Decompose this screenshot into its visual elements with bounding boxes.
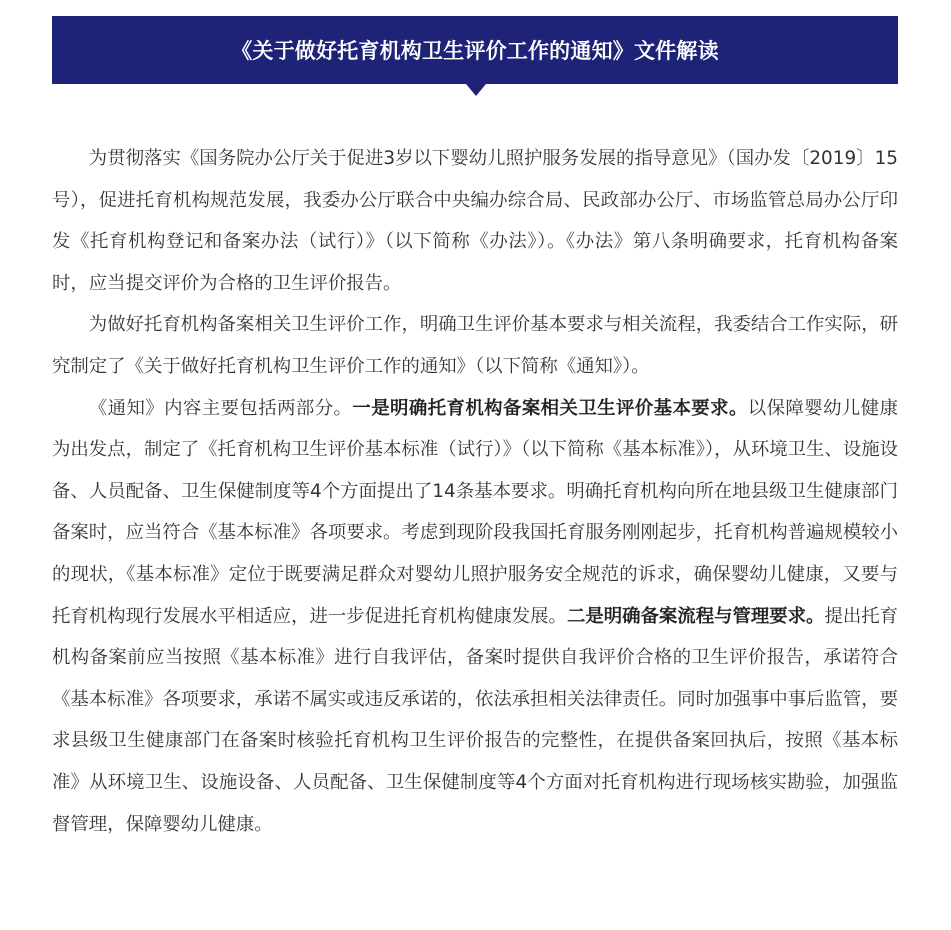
title-banner bbox=[52, 16, 898, 84]
key-point-1-detail: 以保障婴幼儿健康为出发点，制定了《托育机构卫生评价基本标准（试行）》（以下简称《基本标准》），从环境卫生、设施设备、人员配备、卫生保健制度等4个方面提出了14条基本要求。明确托育机构向所在地县级卫生健康部门备案时，应当符合《基本标准》各项要求。考虑到现阶段我国托育服务刚刚起步，托育机构普遍规模较小的现状，《基本标准》定位于既要满足群众对婴幼儿照护服务安全规范的诉求，确保婴幼儿健康，又要与托育机构现行发展水平相适应，进一步促进托育机构健康发展。 bbox=[52, 397, 898, 627]
paragraph-3-intro: 《通知》内容主要包括两部分。 bbox=[88, 397, 353, 419]
page-title: 《关于做好托育机构卫生评价工作的通知》文件解读 bbox=[231, 39, 719, 63]
key-point-1: 一是明确托育机构备案相关卫生评价基本要求。 bbox=[352, 397, 748, 419]
paragraph-2: 为做好托育机构备案相关卫生评价工作，明确卫生评价基本要求与相关流程，我委结合工作实际，研究制定了《关于做好托育机构卫生评价工作的通知》（以下简称《通知》）。 bbox=[52, 314, 898, 377]
key-point-2: 二是明确备案流程与管理要求。 bbox=[566, 605, 825, 627]
article-body bbox=[52, 138, 898, 845]
key-point-2-detail: 提出托育机构备案前应当按照《基本标准》进行自我评估，备案时提供自我评价合格的卫生评价报告，承诺符合《基本标准》各项要求，承诺不属实或违反承诺的，依法承担相关法律责任。同时加强事中事后监管，要求县级卫生健康部门在备案时核验托育机构卫生评价报告的完整性，在提供备案回执后，按照《基本标准》从环境卫生、设施设备、人员配备、卫生保健制度等4个方面对托育机构进行现场核实勘验，加强监督管理，保障婴幼儿健康。 bbox=[52, 605, 899, 835]
paragraph-3 bbox=[52, 388, 898, 846]
paragraph-1: 为贯彻落实《国务院办公厅关于促进3岁以下婴幼儿照护服务发展的指导意见》（国办发〔2019〕15号），促进托育机构规范发展，我委办公厅联合中央编办综合局、民政部办公厅、市场监管总局办公厅印发《托育机构登记和备案办法（试行）》（以下简称《办法》）。《办法》第八条明确要求，托育机构备案时，应当提交评价为合格的卫生评价报告。 bbox=[52, 148, 898, 294]
banner-pointer-icon bbox=[466, 84, 486, 96]
